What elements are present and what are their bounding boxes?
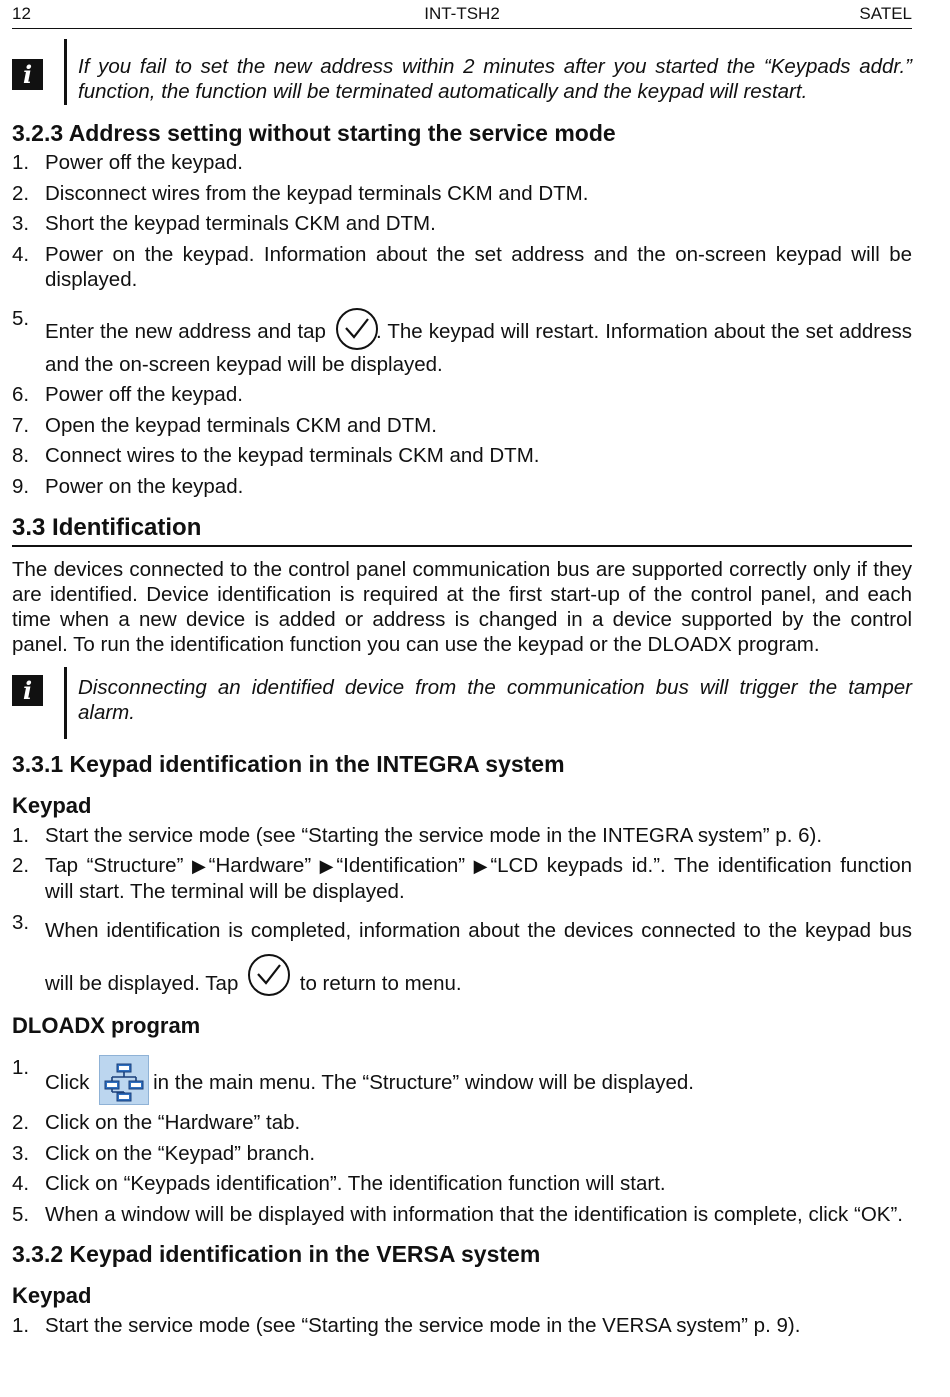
list-item: 9. Power on the keypad. — [12, 474, 244, 498]
manual-page — [12, 0, 912, 1343]
list-item: 2. Tap “Structure” ▶“Hardware” ▶“Identification” ▶“LCD keypads id.”. The identification function will start. The terminal will be displayed. — [12, 854, 913, 903]
list-item: 5. When a window will be displayed with information that the identification is complete, click “OK”. — [12, 1202, 903, 1226]
subheading-dloadx: DLOADX program — [12, 1012, 201, 1038]
steps-3-2-3 — [12, 150, 912, 499]
info-icon: i — [12, 675, 43, 706]
list-item: 6. Power off the keypad. — [12, 383, 243, 406]
note-divider — [64, 39, 67, 105]
steps-integra-keypad — [12, 823, 912, 1005]
list-item: 8. Connect wires to the keypad terminals CKM and DTM. — [12, 444, 540, 467]
arrow-icon: ▶ — [191, 856, 209, 876]
list-item: 1. Start the service mode (see “Starting the service mode in the VERSA system” p. 9). — [12, 1313, 801, 1337]
brand-name: SATEL — [859, 4, 912, 23]
subheading-keypad: Keypad — [12, 1282, 92, 1308]
list-item: 7. Open the keypad terminals CKM and DTM. — [12, 413, 437, 437]
section-heading-3-3-2: 3.3.2 Keypad identification in the VERSA system — [12, 1240, 541, 1267]
list-item: 2. Click on the “Hardware” tab. — [12, 1111, 301, 1134]
page-number: 12 — [12, 4, 31, 23]
info-note-tamper — [12, 667, 912, 739]
list-item: 4. Click on “Keypads identification”. The identification function will start. — [12, 1172, 666, 1195]
structure-tree-icon — [99, 1055, 149, 1105]
list-item: 3. When identification is completed, information about the devices connected to the keypad bus will be displayed. Tap to return to menu. — [12, 910, 912, 1005]
arrow-icon: ▶ — [473, 856, 491, 876]
steps-dloadx — [12, 1055, 912, 1227]
note-text: Disconnecting an identified device from the communication bus will trigger the tamper alarm. — [78, 675, 912, 724]
list-item: 1. Click in the main menu. The “Structure” window will be displayed. — [12, 1055, 912, 1105]
subheading-keypad: Keypad — [12, 792, 92, 818]
note-divider — [64, 667, 67, 739]
tick-circle-icon — [246, 952, 292, 998]
list-item: 3. Short the keypad terminals CKM and DTM. — [12, 212, 436, 235]
info-note-timeout — [12, 39, 912, 105]
steps-versa-keypad — [12, 1313, 912, 1338]
section-heading-3-3: 3.3 Identification — [12, 513, 912, 547]
list-item: 3. Click on the “Keypad” branch. — [12, 1141, 316, 1165]
info-icon: i — [12, 59, 43, 90]
doc-title: INT-TSH2 — [424, 4, 500, 23]
section-heading-3-3-1: 3.3.1 Keypad identification in the INTEGRA system — [12, 750, 565, 777]
list-item: 5. Enter the new address and tap . The keypad will restart. Information about the set address and the on-screen keypad will be displayed. — [12, 306, 912, 376]
tick-circle-icon — [334, 306, 380, 352]
list-item: 4. Power on the keypad. Information about the set address and the on-screen keypad will be displayed. — [12, 242, 912, 291]
note-text: If you fail to set the new address within 2 minutes after you started the “Keypads addr.” function, the function will be terminated automatically and the keypad will restart. — [78, 55, 912, 103]
list-item: 1. Start the service mode (see “Starting the service mode in the INTEGRA system” p. 6). — [12, 823, 823, 847]
section-heading-3-2-3: 3.2.3 Address setting without starting the service mode — [12, 120, 616, 146]
arrow-icon: ▶ — [319, 856, 337, 876]
list-item: 2. Disconnect wires from the keypad terminals CKM and DTM. — [12, 181, 589, 205]
identification-paragraph: The devices connected to the control panel communication bus are supported correctly only if they are identified. Device identification is required at the first start-up of the control panel, and each time when a new device is added or address is changed in a device supported by the control panel. To run the identification function you can use the keypad or the DLOADX program. — [12, 557, 912, 656]
page-header — [12, 0, 912, 29]
list-item: 1. Power off the keypad. — [12, 151, 243, 174]
